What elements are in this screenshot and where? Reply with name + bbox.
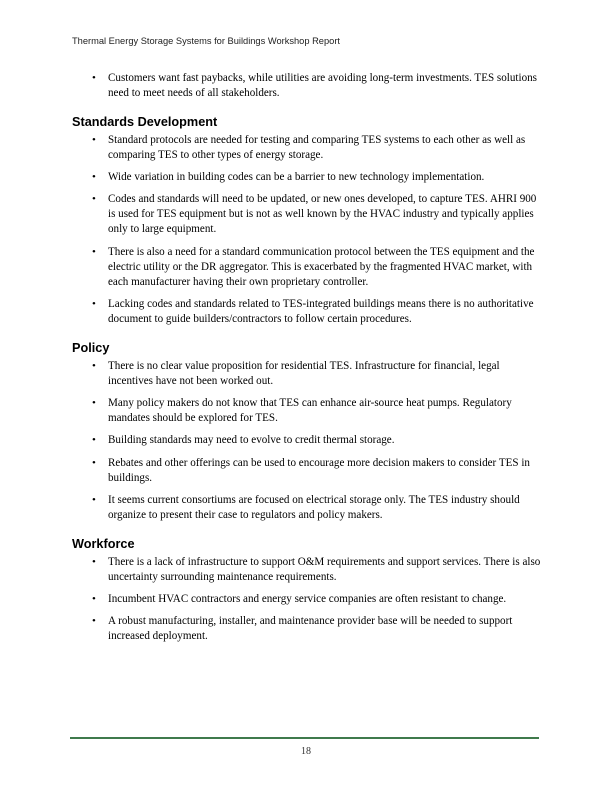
list-item-text: Standard protocols are needed for testing and comparing TES systems to each other as well as comparing TES to other types of energy storage. xyxy=(108,133,526,161)
bullet-icon: • xyxy=(92,245,96,258)
list-item-text: Incumbent HVAC contractors and energy service companies are often resistant to change. xyxy=(108,593,507,606)
list-item xyxy=(72,555,542,585)
bullet-icon: • xyxy=(92,133,96,146)
bullet-icon: • xyxy=(92,593,96,606)
bullet-icon: • xyxy=(92,555,96,568)
list-item xyxy=(72,493,542,523)
bullet-icon: • xyxy=(92,615,96,628)
list-item-text: Customers want fast paybacks, while utilities are avoiding long-term investments. TES solutions need to meet needs of all stakeholders. xyxy=(108,72,537,99)
workforce-bullet-list xyxy=(72,555,542,645)
list-item xyxy=(72,170,542,185)
list-item xyxy=(72,359,542,389)
list-item-text: There is a lack of infrastructure to support O&M requirements and support services. There is also uncertainty surrounding maintenance requirements. xyxy=(108,555,541,583)
section-heading-policy: Policy xyxy=(72,341,110,356)
list-item-text: Rebates and other offerings can be used to encourage more decision makers to consider TES in buildings. xyxy=(108,456,530,484)
list-item xyxy=(72,297,542,327)
list-item-text: Lacking codes and standards related to TES-integrated buildings means there is no authoritative document to guide builders/contractors to follow certain procedures. xyxy=(108,298,534,326)
bullet-icon: • xyxy=(92,298,96,311)
list-item xyxy=(72,433,542,448)
standards-bullet-list xyxy=(72,133,542,328)
bullet-icon: • xyxy=(92,170,96,183)
bullet-icon: • xyxy=(92,359,96,372)
list-item xyxy=(72,456,542,486)
footer-rule xyxy=(70,737,539,739)
list-item-text: Wide variation in building codes can be a barrier to new technology implementation. xyxy=(108,170,485,183)
list-item xyxy=(72,245,542,290)
bullet-icon: • xyxy=(92,456,96,469)
list-item xyxy=(72,133,542,163)
list-item xyxy=(72,614,542,644)
list-item-text: Building standards may need to evolve to credit thermal storage. xyxy=(108,434,395,447)
page-number: 18 xyxy=(301,746,311,757)
list-item xyxy=(72,192,542,237)
bullet-icon: • xyxy=(92,434,96,447)
policy-bullet-list xyxy=(72,359,542,524)
bullet-icon: • xyxy=(92,494,96,507)
list-item-text: Many policy makers do not know that TES can enhance air-source heat pumps. Regulatory mandates should be explored for TES. xyxy=(108,396,512,424)
list-item-text: There is no clear value proposition for residential TES. Infrastructure for financial, legal incentives have not been worked out. xyxy=(108,359,500,387)
list-item xyxy=(72,592,542,607)
intro-bullet-list xyxy=(72,71,542,101)
list-item-text: A robust manufacturing, installer, and maintenance provider base will be needed to support increased deployment. xyxy=(108,615,513,643)
section-heading-workforce: Workforce xyxy=(72,537,135,552)
bullet-icon: • xyxy=(92,72,96,84)
running-header: Thermal Energy Storage Systems for Buildings Workshop Report xyxy=(72,36,341,46)
list-item-text: It seems current consortiums are focused on electrical storage only. The TES industry should organize to present their case to regulators and policy makers. xyxy=(108,494,520,522)
page-content xyxy=(72,71,542,652)
list-item-text: Codes and standards will need to be updated, or new ones developed, to capture TES. AHRI 900 is used for TES equipment but is not as well known by the HVAC industry and typically applies only to large equipment. xyxy=(108,193,537,236)
bullet-icon: • xyxy=(92,193,96,206)
bullet-icon: • xyxy=(92,396,96,409)
list-item xyxy=(72,71,542,101)
section-heading-standards: Standards Development xyxy=(72,115,218,129)
list-item xyxy=(72,396,542,426)
list-item-text: There is also a need for a standard communication protocol between the TES equipment and the electric utility or the DR aggregator. This is exacerbated by the fragmented HVAC market, with each manufacturer having their own proprietary controller. xyxy=(108,245,535,288)
